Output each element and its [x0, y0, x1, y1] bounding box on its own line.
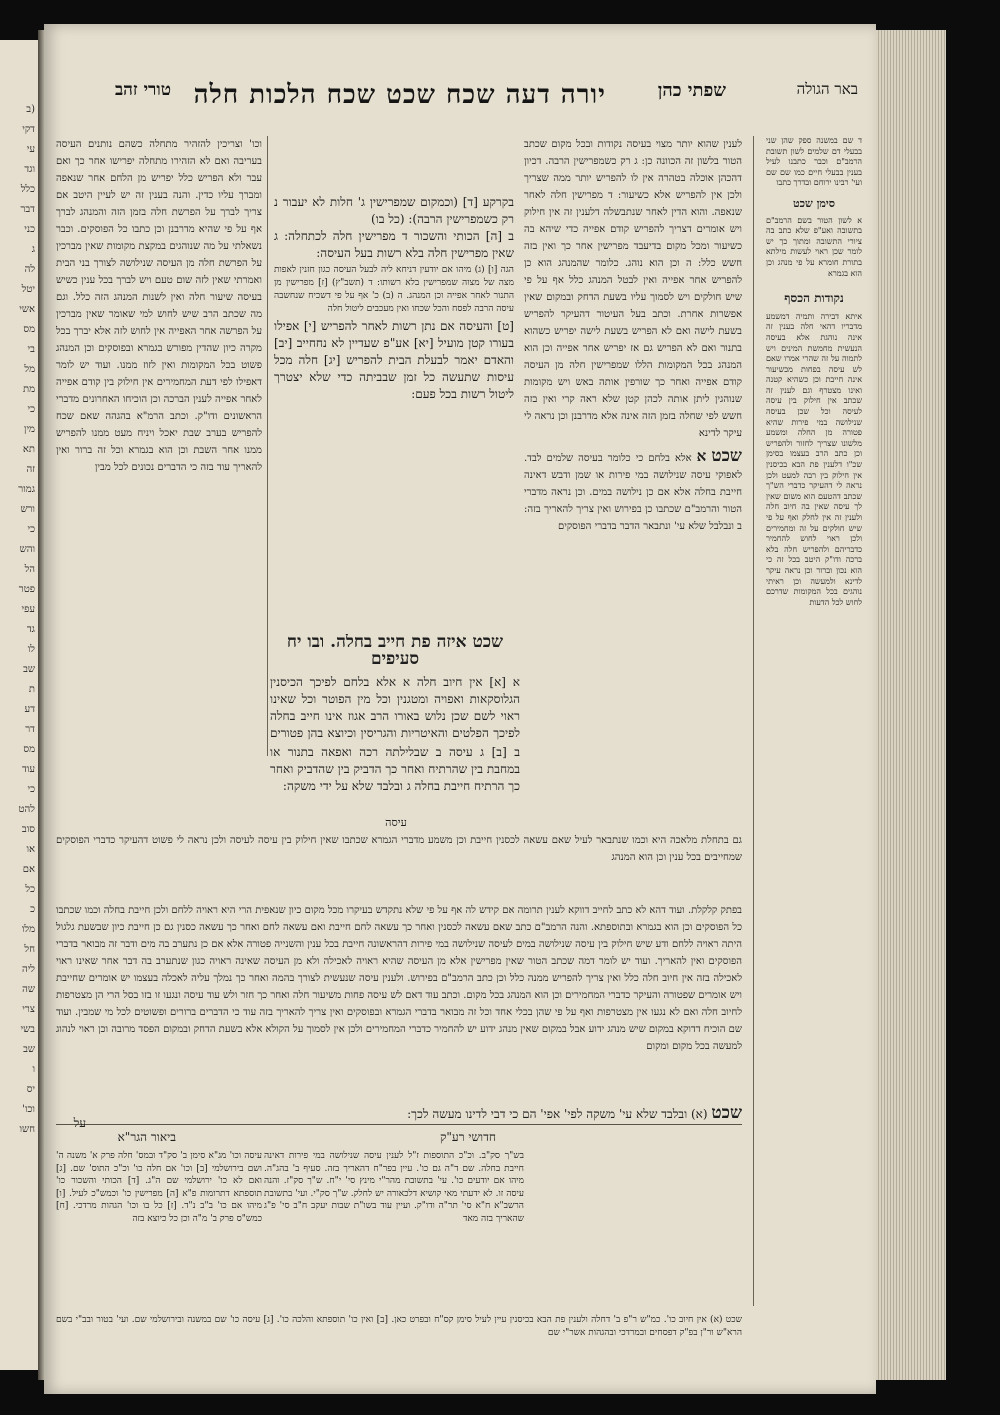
gra-mark: על — [73, 1116, 86, 1130]
chidushe-text: בש"ך סק"ב. וכ"כ התוספות ז"ל לענין עיסה שנילושה במי פירות דאינה חייבת בחלה. שם ד"ה גם כו'. עיין בפר"ח דהאריך בזה. סעיף ב' בהג"ה. מיהו אם יודעים כו'. עי' בתשובת מהר"י מינץ סי' י"ח. ש"ך סק"ז. והנה עיסה זו. לא ידעתי מאי קושיא דלכאורה יש לחלק. ש"ך סק"י. ועי' בתשובת הרשב"א ח"א סי' תר"ה ודו"ק. ועיין עוד בשו"ת שבות יעקב ח"ב סי' פ"ג שהאריך בזה מאד — [264, 1151, 524, 1224]
main-para-c: [ט] והעיסה אם נתן רשות לאחר להפריש [י] אפילו בעורו קטן מועיל [יא] אע"פ שעדיין לא נחחייב [יב] והאדם יאמר לבעלת הבית להפריש [יג] חלה מכל עיסות שתעשה כל זמן שבביתה כדי שלא יצטרך ליטול רשות בכל פעם: — [274, 319, 514, 401]
ture-zahav-column — [56, 136, 262, 756]
main-sub-label: עיסה — [385, 816, 407, 829]
page-title: יורה דעה שכח שכט שכח הלכות חלה — [193, 80, 606, 110]
sifte-cohen-siman-label: שכט — [711, 446, 742, 466]
chidushe-column — [264, 1150, 524, 1310]
main-para-1 — [270, 674, 520, 744]
chidushe-heading: חדושי רע"ק — [439, 1130, 496, 1144]
bottom-text: שכט (א) אין חיוב כו'. כמ"ש ר"פ ב' דחלה ולענין פת הבא בכיסנין עיין לעיל סימן קס"ח ובפרט כאן. [ב] ואין כו' תוספתא והלכה כו'. [ג] עיסה כו' שם במשנה ובירושלמי שם. ועי' בטור ובב"י בשם הרא"ש ור"ן בפ"ק דפסחים ובמרדכי ובהגהות אשר"י שם — [56, 1315, 742, 1338]
main-para-1-start: א [א] אין חיוב חלה — [416, 675, 520, 689]
biur-gra-heading: ביאור הגר"א — [117, 1130, 176, 1144]
main-hagaha: הגה [ו] (ג) מיהו אם יודעין דניחא ליה לבעל העיסה כגון חזנין לאפות מצה של מצוה שמפרישין בלא רשותו: ד (תשב"ץ) [ז] מפרישין מן התנור לאחר אפייה וכן המנהג. ה (ב) כ' אף על פי דשכיח שנחשבה עיסה הרבה לפסח והכל שכחו ואין מעכבים ליטול חלה — [274, 265, 514, 314]
sifte-cohen-siman — [524, 448, 742, 535]
nekudot-hakesef-label: נקודות הכסף — [784, 291, 844, 306]
biur-gra-column — [56, 1150, 262, 1310]
main-para-1-rest: א אלא בלחם לפיכך הכיסנין הגלוסקאות ואפויה ומטגנין וכל מין הפוטר וכל שאינו ראוי לשם שכן נלוש באורו הרב אגוז אינו חייב בחלה לפיכך הפלטים והאיטריות והגריסין וכיוצא בהן פטורים — [270, 675, 520, 740]
header-ture-zahav: טורי זהב — [114, 80, 171, 100]
siman-heading — [270, 634, 520, 668]
continuation-text: בפתק קלקלת. ועוד דהא לא כתב לחייב דווקא לענין תרומה אם קידש לה אף על פי שלא נתקדש בעיקרו מכל מקום כיון שנאפית הרי היא ראויה ללחם ולכן חייבת בחלה וכמו שכתבו כל הפוסקים וכן הוא בגמרא ובתוספתא. והנה הרמב"ם כתב שאם עשאה לכסנין ואחר כך עשאה לחם חייבת ואם עשאה לחם ואחר כך עשאה כסנין גם כן חייבת כיון שבשעת גלגול היתה ראויה ללחם ודע שיש חילוק בין עיסה שנילושה במים לעיסה שנילושה במי פירות דהראשונה חייבת בכל ענין והשנייה פטורה אלא אם כן נתערב בה מים ודבר זה מבואר בדברי הפוסקים ואין להאריך. ועוד יש לומר דמה שכתב הטור שאין מפרישין אלא מן העיסה שהיא ראויה לאכילה ולא מן העיסה שאינה ראויה כגון שנתערב בה דבר אחר שאינו ראוי לאכילה בזה אין חיוב חלה כלל ואין צריך להפריש ממנה כלל וכן כתב הרמב"ם בפירוש. ולענין עיסה שנעשית לצורך בהמה ואחר כך נמלך עליה לאכלה בעצמו יש אומרים שחייבת ויש אומרים שפטורה והעיקר כדברי המחמירים וכן הוא המנהג בכל מקום. וכתב עוד דאם לש עיסה פחות משיעור חלה ואחר כך חזר ולש עוד עיסה ונגעו זו בזו בסל הרי הן מצטרפות לחיוב חלה ואם לא נגעו אין מצטרפות ואף על פי שהן בכלי אחד וכל זה מבואר בדברי הגמרא ובפוסקים ואין צריך להאריך בזה עוד כי הדברים ברורים ופשוטים לכל מי שמבין. ועוד שם הוכיח דדוקא במקום שיש מנהג ידוע אבל במקום שאין מנהג ידוע יש להחמיר כדברי המחמירים ולכן אין לסמוך על הקולא אלא בשעת הדחק ובמקום הפסד מרובה וכן ראוי לנהוג למעשה בכל מקום ומקום — [56, 905, 742, 1052]
sifte-cohen-column — [524, 136, 742, 696]
ture-zahav-text: וכו' וצריכין להזהיר מתחלה כשהם נותנים העיסה בעריבה ואם לא הזהירו מתחלה יפרישו אחר כך ואם עבר ולא הפריש כלל יפריש מן הלחם אחר שנאפה ומברך עליו כדין. והנה בענין זה יש לעיין היטב אם צריך לברך על הפרשת חלה בזמן הזה והמנהג לברך אף על פי שהיא מדרבנן וכן כתבו כל הפוסקים. וכבר נשאלתי על מה שנוהגים במקצת מקומות שאין מברכין על הפרשת חלה מן העיסה שנילושה לצורך בני הבית ואמרתי שאין לזה שום טעם ויש לברך בכל ענין כשיש בעיסה שיעור חלה ואין לשנות המנהג הזה כלל. וגם מה שכתב הרב שיש לחוש למי שאומר שאין מברכין על הפרשה אחר האפייה אין לחוש לזה אלא יברך בכל מקרה כיון שהדין מפורש בגמרא ובפוסקים וכן המנהג פשוט בכל המקומות ואין לזוז ממנו. ועוד יש לומר דאפילו לפי דעת המחמירים אין חילוק בין קודם אפייה לאחר אפייה לענין הברכה וכן הוכיחו האחרונים מדברי הראשונים ודו"ק. וכתב הרמ"א בהגהה שאם שכח להפריש בערב שבת יאכל ויניח מעט ממנו להפריש ממנו אחר השבת וכן הוא בגמרא וכל זה ברור ואין להאריך עוד בזה כי הדברים נכונים לכל מבין — [56, 139, 262, 473]
previous-page-edge — [0, 40, 40, 1370]
section-divider — [56, 1124, 742, 1125]
gra-text: עיסה וכו' מג"א סימן ב' סק"ד ובמס' חלה פרק א' משנה ה' ושם בירושלמי [ב] וכו' אם חלה כו' וכ"כ התוס' שם. [ג] ואם לא כו' ירושלמי שם ה"ג. [ד] הכותי והשכור כו' תוספתא דתרומות פ"א [ה] מפרישין כו' וכמש"כ לעיל. [ו] מיהו אם כו' ב"ב נ"ד. [ז] כל בו וכו' הגהות מרדכי. [ח] כמש"ס פרק ב' מ"ה וכן כל כיוצא בזה — [56, 1151, 262, 1224]
be-er-hagolah-intro: ד שם במשנה ספק שהן שני בבעלי דם שלמים לשון תשובת הרמב"ם וכבר כתבנו לעיל בענין בבעלי חיים כמו שם שם ועי' רבינו ירוחם ובדרך כתבו — [766, 136, 862, 188]
siman-footnote-label: שכט — [711, 1103, 742, 1123]
column-divider — [753, 136, 754, 1306]
nekudot-hakesef-text: איתא דבירה ותמיה דמשמע מדבריו דהאי חלה בענין זה אינה נוהגת אלא בעיסה הנעשית מחמשת המינים ויש לתמוה על זה שהרי אמרו שאם לש עיסה בפחות מכשיעור אינה חייבת וכן כשהיא קטנה ואינו מצטרף וגם לענין זה שכתב אין חילוק בין עיסה לעיסה וכל שכן בעיסה שנילושה במי פירות שהיא פטורה מן החלה ומשמע מלשונו שצריך לחזור ולהפריש וכן כתב הרב בעצמו בסימן שכ"ו דלענין פת הבא בכיסנין אין חילוק בין רבה למעט ולכן נראה לי דהעיקר כדברי הש"ך שכתב דהטעם הוא משום שאין לך עיסה שאין בה חיוב חלה ולענין זה אין לחלק ואף על פי שיש חולקים על זה ומחמירים ולכן ראוי לחוש להחמיר כדבריהם ולהפריש חלה בלא ברכה ודו"ק היטב בכל זה כי הוא נכון וברור וכן נראה עיקר לדינא ולמעשה וכן ראיתי נוהגים בכל המקומות שדרכם לחוש לכל הדעות — [766, 311, 862, 607]
main-para-b: ב [ה] הכותי והשכור ד מפרישין חלה לכתחלה: ג שאין מפרישין חלה בלא רשות בעל העיסה: — [274, 229, 514, 260]
siman-heading-title: איזה פת חייב בחלה. ובו יח סעיפים — [286, 634, 467, 669]
main-para-3: גם בתחלת מלאכה היא וכמו שנתבאר לעיל שאם עשאה לכסנין חייבת וכן משמע מדברי הגמרא שכתבו שאין חילוק בין עיסה לעיסה ולכן נראה לי פשוט דהעיקר כדברי הפוסקים שמחייבים בכל ענין וכן הוא המנהג — [56, 835, 742, 863]
main-para-2: ב [ב] ג עיסה ב שבלילתה רכה ואפאה בתנור או במחבת בין שהרתיח ואחר כך הדביק בין שהדביק ואחר כך הרתיח חייבת בחלה ג ובלבד שלא על ידי משקה: — [270, 745, 520, 793]
main-para-3-block — [56, 832, 742, 902]
book-page — [44, 24, 876, 1394]
be-er-hagolah-siman-label: סימן שכט — [792, 196, 836, 210]
main-para-2-block — [270, 744, 520, 816]
be-er-hagolah-column — [766, 136, 862, 1296]
sifte-cohen-siman-text: אלא בלחם כי כלומר בעיסה שלמים לבד. לאפוקי עיסה שנילושה במי פירות או שמן ודבש דאינה חייבת בחלה אלא אם כן נילושה במים. וכן נראה מדברי הטור והרמב"ם שכתבו כן בפירוש ואין צריך להאריך בזה: ב ונבלבל שלא עי' ונתבאר הדבר בדברי הפוסקים — [524, 453, 742, 532]
header-sifte-cohen: שפתי כהן — [657, 80, 726, 101]
previous-page-text: (ב דקי עי וגד כלל דבר כני ג לה יטל אשי מס בי מל מת כי מין תא זה גמור ורש כי והש הל פטר עפי גד לו שב ת דע דר מס עוד כי להט סוב או אם כל כ מלו חל ליה שה צרי בשי שב ו יס וכו' חשו — [18, 104, 35, 1135]
siman-heading-number: שכט — [472, 634, 504, 652]
header-be-er-hagolah: באר הגולה — [796, 80, 858, 98]
main-siman-block — [270, 634, 520, 744]
siman-footnote-text: (א) ובלבד שלא עי' משקה לפי' אפי' הם כי דבי לדינו מעשה לכך: — [407, 1107, 708, 1121]
be-er-hagolah-siman-text: א לשון הטור בשם הרמב"ם בתשובה ואע"פ שלא כתב בה ציורי התשובה ומתוך כך יש לומר שכן ראוי לעשות מילתא בתורת חומרא על פי מנהג וכן הוא בגמרא — [766, 215, 862, 278]
bottom-commentary — [56, 1314, 742, 1384]
running-header — [44, 80, 876, 124]
sifte-cohen-text: לענין שהוא יותר מצוי בעיסה נקודות ובכל מקום שכתב הטור בלשון זה הכוונה כן: ג רק כשמפרישין הרבה. דכיון דהכהן אוכלה בטהרה אין לו להפריש יותר ממה שצריך ולכן אין להפריש אלא כשיעור: ד מפרישין חלה לאחר שנאפה. והוא הדין לאחר שנתבשלה דלענין זה אין חילוק ויש אומרים דצריך להפריש קודם אפייה כדי שיהא בה כשיעור ומכל מקום בדיעבד מפרישין אחר כך ואין בזה חשש כלל: ה וכן הוא נוהג. כלומר שהמנהג הוא כן להפריש אחר אפייה ואין לבטל המנהג כלל אף על פי שיש חולקים ויש לסמוך עליו בשעת הדחק ובמקום שאין אפשרות אחרת. וכתב בעל העיטור דהעיקר להפריש בשעת לישה ואם לא הפריש בשעת לישה יפריש כשהוא בתנור ואם לא הפריש גם אז יפריש אחר אפייה וכן הוא המנהג בכל המקומות הללו שמפרישין חלה מן העיסה קודם אפייה ואחר כך שורפין אותה באש ויש מקומות שנוהגין ליתן אותה לכהן קטן שלא ראה קרי ואין בזה חשש לפי שחלה בזמן הזה אינה אלא מדרבנן וכן נראה לי עיקר לדינא — [524, 139, 742, 439]
sifte-cohen-siman-mark: א — [696, 447, 707, 465]
page-edges — [876, 30, 946, 1380]
continuation-commentary — [56, 902, 742, 1102]
main-text-column — [274, 194, 514, 634]
main-intro: בקרקע [ד] (וכמקום שמפרישין ג' חלות לא יעבור נ רק כשמפרישין הרבה): (כל בו) — [274, 195, 514, 226]
column-divider — [267, 136, 268, 756]
